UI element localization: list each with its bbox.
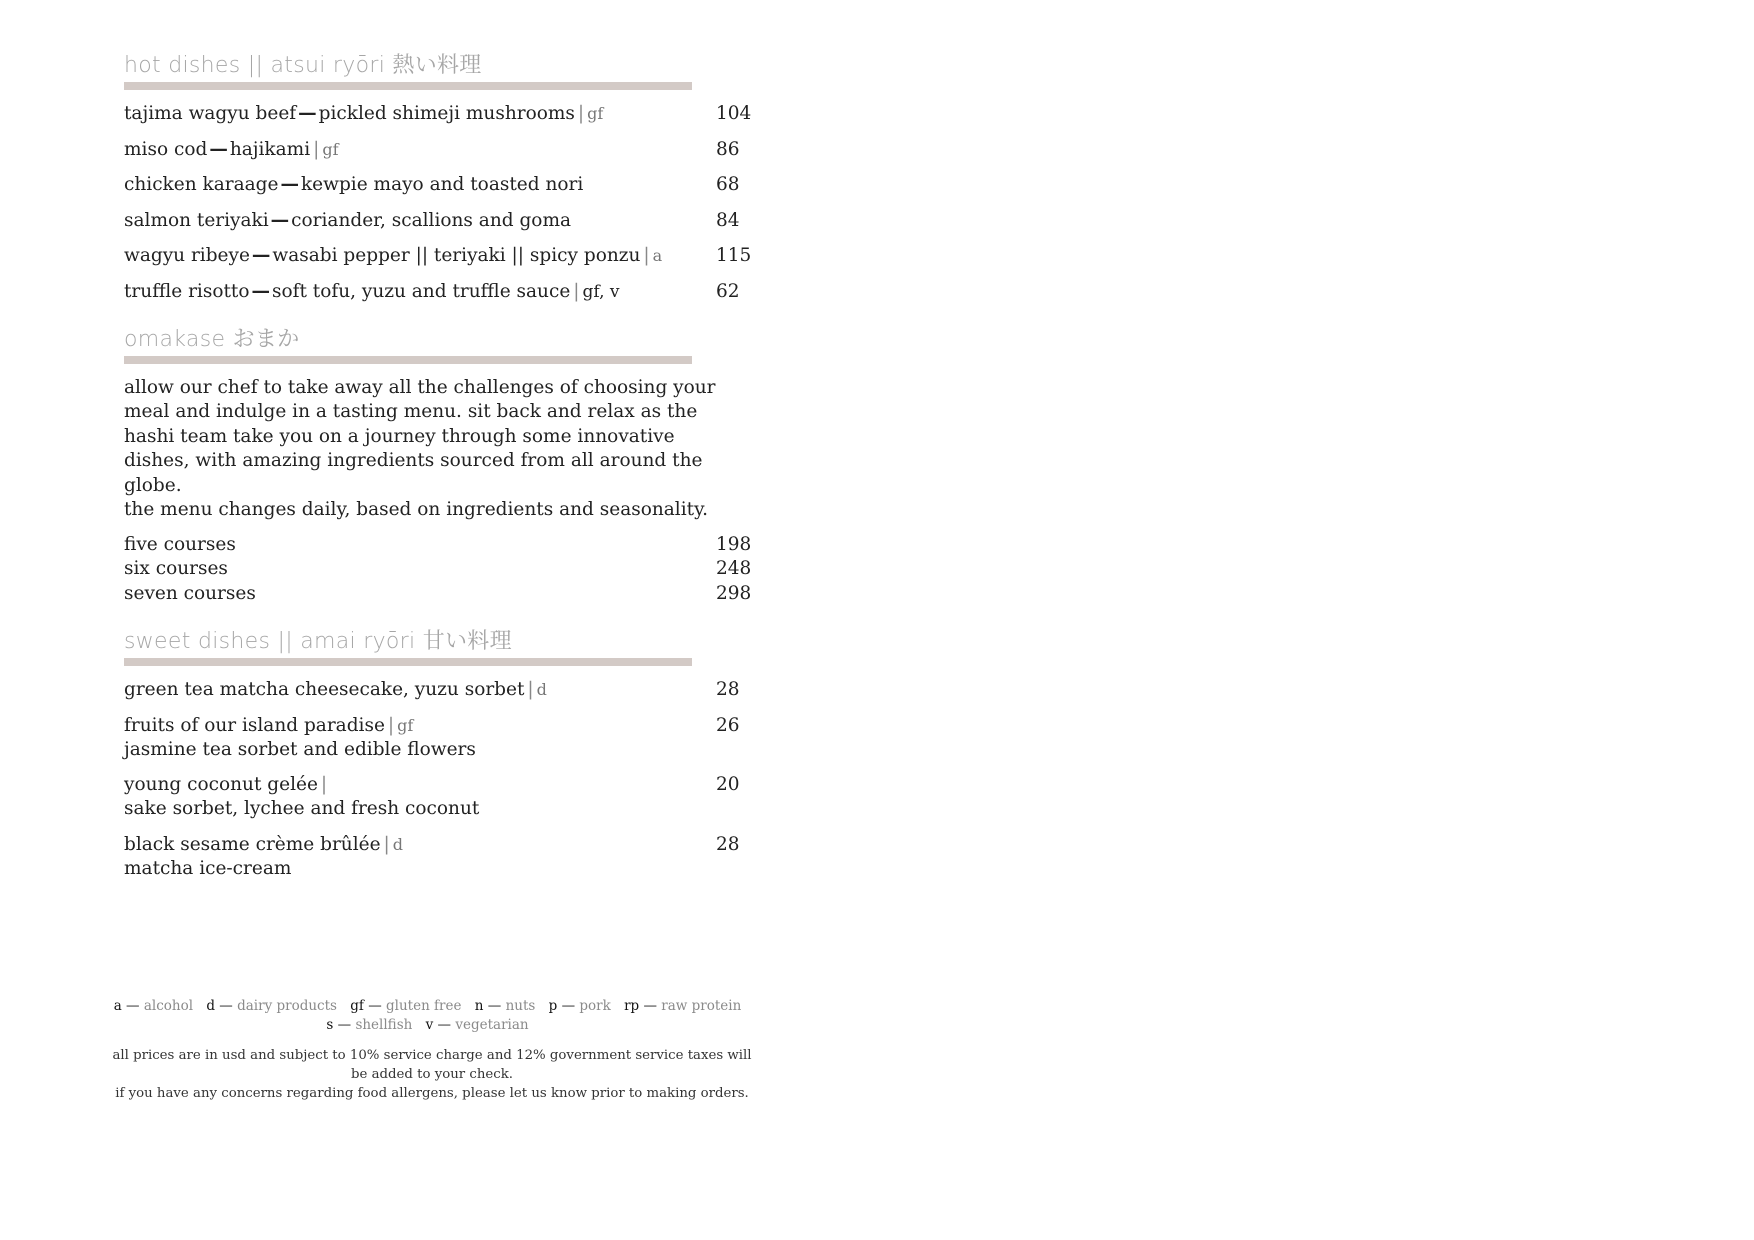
description-line: meal and indulge in a tasting menu. sit back and relax as the <box>124 401 698 422</box>
item-desc: kewpie mayo and toasted nori <box>300 174 584 195</box>
item-desc: soft tofu, yuzu and truffle sauce <box>271 280 571 302</box>
item-tag: gf <box>322 139 339 159</box>
description-line: hashi team take you on a journey through some innovative <box>124 425 675 447</box>
legend-key: a <box>113 998 122 1014</box>
footer-notes <box>112 1046 752 1103</box>
legend-entry: v — vegetarian <box>425 1017 529 1033</box>
sweet-dishes-divider <box>124 658 692 666</box>
legend-entry: a — alcohol <box>113 998 194 1014</box>
allergen-legend <box>112 997 752 1035</box>
legend-key: gf <box>350 998 364 1014</box>
course-option <box>124 557 764 582</box>
item-tag: gf <box>397 715 414 735</box>
legend-entry: s — shellfish <box>326 1017 413 1033</box>
legend-key: s <box>326 1017 334 1033</box>
menu-item: miso cod — hajikami | gf 86 <box>124 138 740 160</box>
course-price: 198 <box>716 533 752 555</box>
item-name: fruits of our island paradise <box>124 714 385 736</box>
allergen-note: if you have any concerns regarding food allergens, please let us know prior to making orders. <box>115 1086 749 1101</box>
description-line: the menu changes daily, based on ingredients and seasonality. <box>124 499 708 520</box>
item-desc: coriander, scallions and goma <box>291 209 572 231</box>
item-name: chicken karaage <box>124 174 279 195</box>
legend-label: gluten free <box>386 998 462 1014</box>
menu-item: fruits of our island paradise | gf jasmine tea sorbet and edible flowers 26 <box>124 714 764 762</box>
legend-entry: p — pork <box>548 998 611 1014</box>
legend-label: vegetarian <box>455 1017 529 1033</box>
omakase-description <box>124 376 764 523</box>
item-tag: gf <box>587 104 604 123</box>
item-desc: wasabi pepper || teriyaki || spicy ponzu <box>272 245 641 266</box>
menu-item: truffle risotto — soft tofu, yuzu and truffle sauce | gf, v 62 <box>124 280 740 302</box>
menu-item: salmon teriyaki — coriander, scallions and goma 84 <box>124 209 740 231</box>
description-line: allow our chef to take away all the challenges of choosing your <box>124 376 716 398</box>
legend-label: alcohol <box>143 998 194 1014</box>
menu-page <box>124 52 764 892</box>
item-price: 84 <box>716 209 740 231</box>
legend-key: v <box>425 1017 434 1033</box>
legend-key: n <box>474 998 484 1014</box>
item-name: wagyu ribeye <box>124 245 250 266</box>
menu-item: wagyu ribeye — wasabi pepper || teriyaki || spicy ponzu | a 115 <box>124 245 752 266</box>
legend-entry: gf — gluten free <box>350 998 462 1014</box>
item-price: 26 <box>716 714 740 736</box>
item-tag: d <box>536 680 547 699</box>
item-price: 115 <box>716 245 752 266</box>
legend-label: shellfish <box>355 1017 413 1033</box>
item-name: young coconut gelée <box>124 774 318 795</box>
course-price: 298 <box>716 582 752 604</box>
hot-dishes-title: hot dishes || atsui ryōri 熱い料理 <box>124 53 482 78</box>
omakase-title: omakase おまか <box>124 326 300 352</box>
menu-item: tajima wagyu beef — pickled shimeji mushrooms | gf 104 <box>124 103 752 124</box>
item-price: 28 <box>716 679 740 700</box>
hot-dishes-divider <box>124 82 692 90</box>
course-name: seven courses <box>124 582 256 604</box>
sweet-dishes-section <box>124 628 764 881</box>
item-price: 68 <box>716 174 740 195</box>
item-price: 104 <box>716 103 752 124</box>
price-note: all prices are in usd and subject to 10% service charge and 12% government service taxes will be added to your check. <box>112 1048 752 1082</box>
hot-dishes-section <box>124 52 764 304</box>
item-desc: hajikami <box>229 138 311 160</box>
item-desc: pickled shimeji mushrooms <box>318 103 575 124</box>
item-tag: gf, v <box>582 281 620 302</box>
item-desc: matcha ice-cream <box>124 857 292 879</box>
legend-label: pork <box>579 998 611 1014</box>
course-price: 248 <box>716 558 752 579</box>
legend-key: rp <box>624 998 640 1014</box>
item-name: tajima wagyu beef <box>124 103 297 124</box>
legend-label: dairy products <box>237 998 337 1014</box>
item-desc: sake sorbet, lychee and fresh coconut <box>124 798 480 819</box>
omakase-divider <box>124 356 692 364</box>
item-tag: d <box>392 834 404 854</box>
item-name: miso cod <box>124 138 208 160</box>
item-price: 28 <box>716 833 740 855</box>
menu-item: young coconut gelée | sake sorbet, lychee and fresh coconut 20 <box>124 773 764 821</box>
item-desc: jasmine tea sorbet and edible flowers <box>124 738 476 760</box>
course-list <box>124 533 764 607</box>
course-name: six courses <box>124 558 228 579</box>
course-name: five courses <box>124 533 236 555</box>
description-line: dishes, with amazing ingredients sourced from all around the globe. <box>124 450 703 496</box>
legend-key: d <box>206 998 216 1014</box>
legend-label: raw protein <box>661 998 742 1014</box>
legend-key: p <box>548 998 558 1014</box>
legend-entry: rp — raw protein <box>624 998 742 1014</box>
item-price: 86 <box>716 138 740 160</box>
item-name: truffle risotto <box>124 280 250 302</box>
item-tag: a <box>652 246 663 265</box>
item-price: 20 <box>716 774 740 795</box>
legend-label: nuts <box>505 998 536 1014</box>
item-price: 62 <box>716 280 740 302</box>
sweet-dishes-title: sweet dishes || amai ryōri 甘い料理 <box>124 629 512 654</box>
course-option <box>124 533 764 558</box>
menu-item: black sesame crème brûlée | d matcha ice-cream 28 <box>124 833 764 881</box>
item-name: black sesame crème brûlée <box>124 833 381 855</box>
menu-item: chicken karaage — kewpie mayo and toasted nori 68 <box>124 174 740 195</box>
menu-item: green tea matcha cheesecake, yuzu sorbet | d 28 <box>124 679 740 700</box>
legend-entry: n — nuts <box>474 998 536 1014</box>
legend-entry: d — dairy products <box>206 998 337 1014</box>
item-name: green tea matcha cheesecake, yuzu sorbet <box>124 679 525 700</box>
omakase-section <box>124 326 764 607</box>
course-option <box>124 582 764 607</box>
item-name: salmon teriyaki <box>124 209 269 231</box>
